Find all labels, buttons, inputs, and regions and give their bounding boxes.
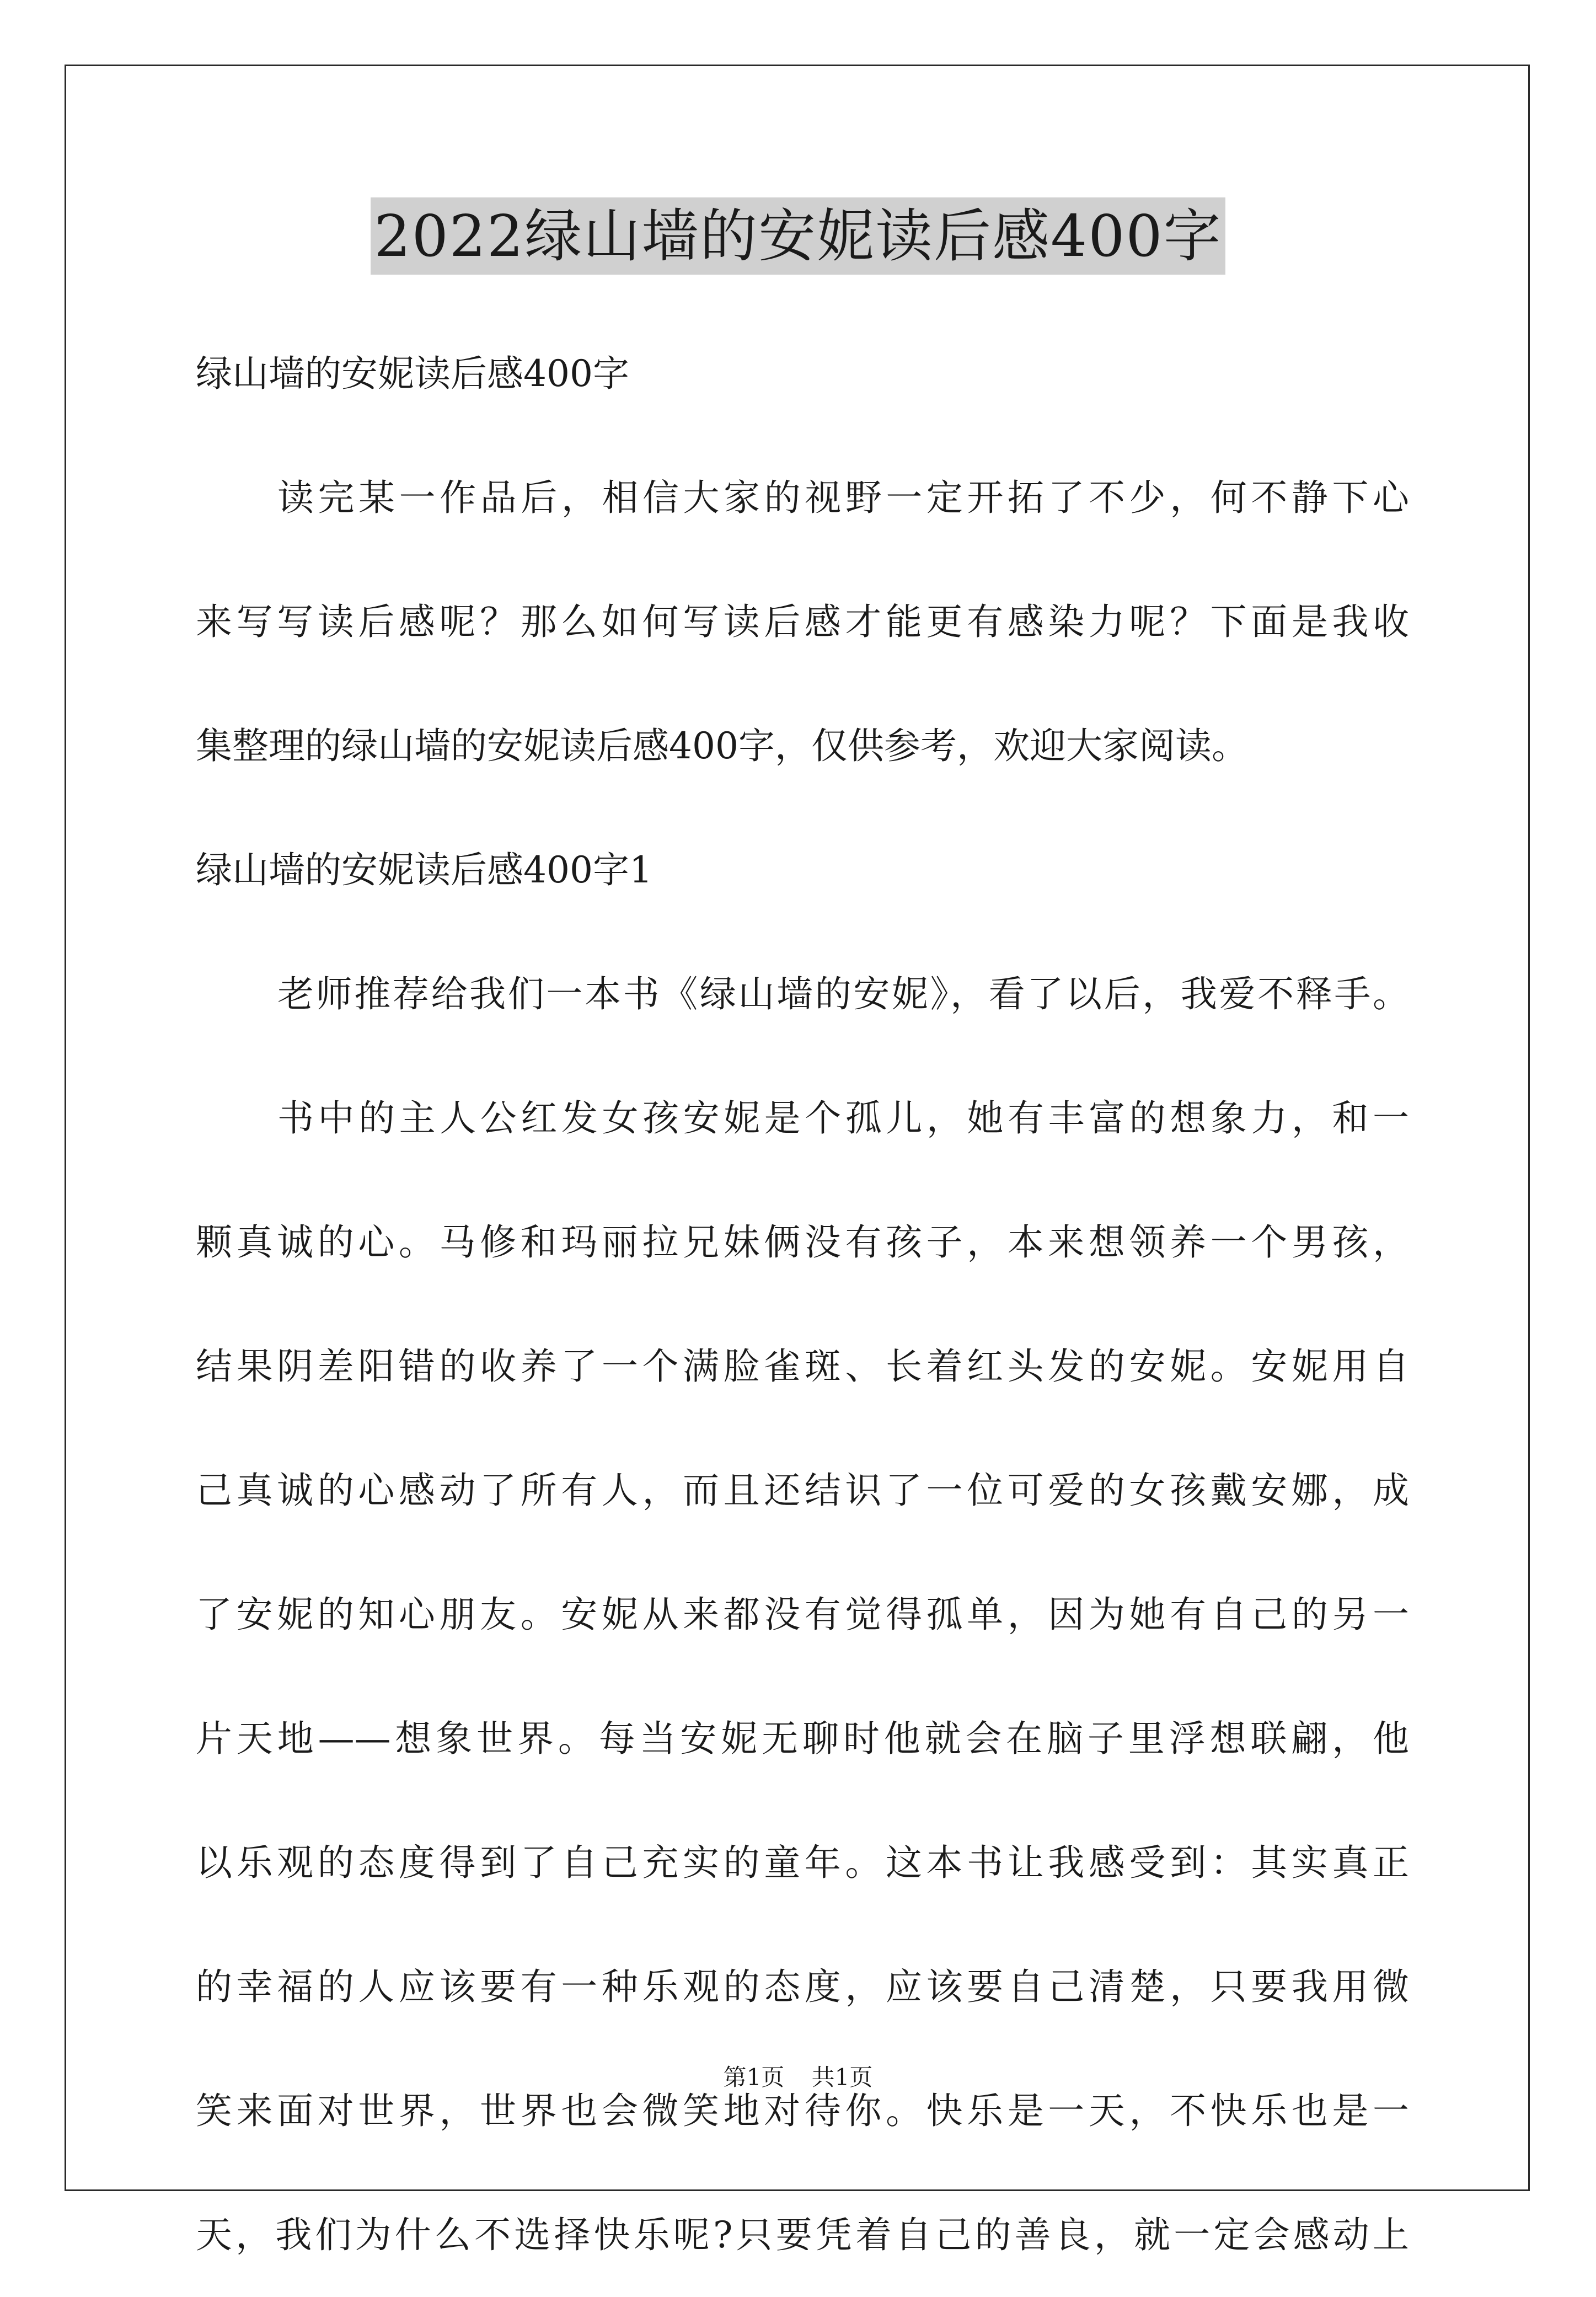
document-body <box>196 312 1409 2297</box>
page-footer <box>0 2061 1596 2094</box>
intro-line: 读完某一作品后，相信大家的视野一定开拓了不少，何不静下心 <box>277 476 1409 519</box>
paragraph-line: 结果阴差阳错的收养了一个满脸雀斑、长着红头发的安妮。安妮用自 <box>196 1345 1409 1388</box>
page-number: 第1页 <box>723 2064 785 2091</box>
intro-line: 来写写读后感呢？那么如何写读后感才能更有感染力呢？下面是我收 <box>196 601 1409 643</box>
paragraph-line: 老师推荐给我们一本书《绿山墙的安妮》，看了以后，我爱不释手。 <box>277 973 1409 1015</box>
paragraph-line: 了安妮的知心朋友。安妮从来都没有觉得孤单，因为她有自己的另一 <box>196 1593 1409 1636</box>
intro-line: 集整理的绿山墙的安妮读后感400字，仅供参考，欢迎大家阅读。 <box>196 725 1248 767</box>
section-heading: 绿山墙的安妮读后感400字1 <box>196 849 652 891</box>
paragraph-line: 笑来面对世界，世界也会微笑地对待你。快乐是一天，不快乐也是一 <box>196 2090 1409 2132</box>
subtitle: 绿山墙的安妮读后感400字 <box>196 352 629 395</box>
title-container <box>0 197 1596 275</box>
page-total: 共1页 <box>811 2064 873 2091</box>
paragraph-line: 书中的主人公红发女孩安妮是个孤儿，她有丰富的想象力，和一 <box>277 1097 1409 1139</box>
paragraph-line: 颗真诚的心。马修和玛丽拉兄妹俩没有孩子，本来想领养一个男孩， <box>196 1221 1409 1263</box>
paragraph-line: 天，我们为什么不选择快乐呢?只要凭着自己的善良，就一定会感动上 <box>196 2214 1409 2256</box>
paragraph-line: 片天地——想象世界。每当安妮无聊时他就会在脑子里浮想联翩，他 <box>196 1717 1409 1760</box>
paragraph-line: 的幸福的人应该要有一种乐观的态度，应该要自己清楚，只要我用微 <box>196 1966 1409 2008</box>
document-title: 2022绿山墙的安妮读后感400字 <box>371 197 1225 275</box>
paragraph-line: 己真诚的心感动了所有人，而且还结识了一位可爱的女孩戴安娜，成 <box>196 1469 1409 1512</box>
paragraph-line: 以乐观的态度得到了自己充实的童年。这本书让我感受到：其实真正 <box>196 1841 1409 1884</box>
